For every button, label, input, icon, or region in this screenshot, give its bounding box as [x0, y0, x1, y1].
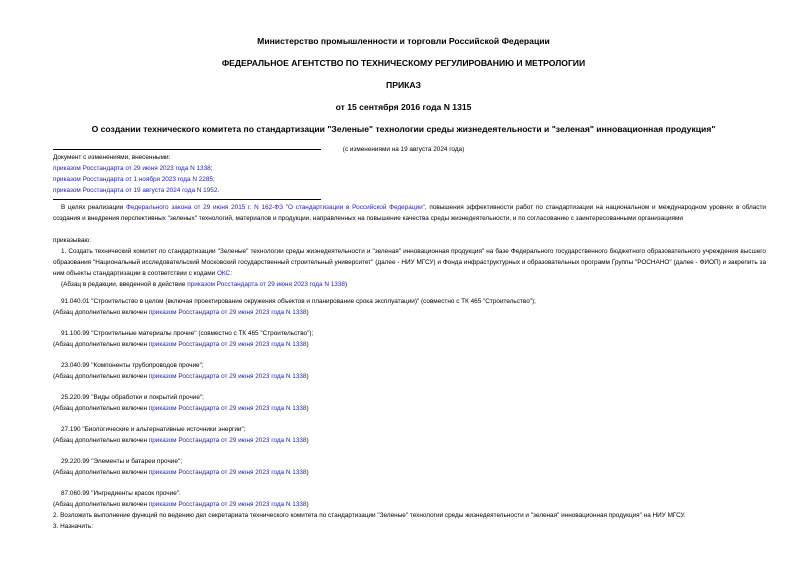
item-1-paragraph: 1. Создать технический комитет по стандартизации "Зеленые" технологии среды жизнедеятельности и "зеленая" инновационная продукция" на базе Федерального государственного бюджетного образовательного учреждения высшего образования "Национальный исследовательский Московский государственный строительный университет" (далее - НИУ МГСУ) и Фонда инфраструктурных и образовательных программ Группы "РОСНАНО" (далее - ФИОП) и закрепить за ним объекты стандартизации в соответствии с кодами ОКС: — [53, 248, 766, 277]
federal-law-link[interactable]: Федерального закона от 29 июня 2015 г. N 162-ФЗ "О стандартизации в Российской Федерации" — [126, 204, 425, 211]
added-note-link[interactable]: приказом Росстандарта от 29 июня 2023 года N 1338 — [148, 373, 307, 380]
added-note: (Абзац дополнительно включен приказом Росстандарта от 29 июня 2023 года N 1338) — [53, 309, 309, 316]
edit-note-link[interactable]: приказом Росстандарта от 29 июня 2023 года N 1338 — [187, 281, 345, 288]
added-note-link[interactable]: приказом Росстандарта от 29 июня 2023 года N 1338 — [148, 405, 307, 412]
added-note-link[interactable]: приказом Росстандарта от 29 июня 2023 года N 1338 — [148, 341, 307, 348]
added-note-link[interactable]: приказом Росстандарта от 29 июня 2023 года N 1338 — [148, 501, 307, 508]
code-item: 91.040.01 "Строительство в целом (включая проектирование окружения объектов и планирование срока эксплуатации)" (совместно с ТК 465 "Строительство"); — [61, 298, 536, 305]
ministry-heading: Министерство промышленности и торговли Российской Федерации — [257, 36, 550, 46]
code-item: 27.190 "Биологические и альтернативные источники энергии"; — [61, 426, 246, 433]
added-note: (Абзац дополнительно включен приказом Росстандарта от 29 июня 2023 года N 1338) — [53, 501, 309, 508]
amendment-link[interactable]: приказом Росстандарта от 1 ноября 2023 года N 2285 — [53, 176, 213, 183]
code-item: 29.220.99 "Элементы и батареи прочие"; — [61, 458, 182, 465]
amendment-item: приказом Росстандарта от 1 ноября 2023 года N 2285; — [53, 176, 215, 183]
preamble-paragraph: В целях реализации Федерального закона от 29 июня 2015 г. N 162-ФЗ "О стандартизации в Российской Федерации", повышения эффективности работ по стандартизации на национальном и международном уровнях в области создания и внедрения перспективных "зеленых" технологий, материалов и продукции, направленных на повышение качества среды жизнедеятельности, и по согласованию с заинтересованными организациями — [53, 204, 766, 222]
amendments-top-rule — [53, 149, 321, 150]
okc-link[interactable]: ОКС — [216, 270, 231, 277]
document-title: О создании технического комитета по стандартизации "Зеленые" технологии среды жизнедеятельности и "зеленая" инновационная продукция" — [91, 124, 716, 134]
date-number-heading: от 15 сентября 2016 года N 1315 — [335, 102, 472, 112]
added-note-link[interactable]: приказом Росстандарта от 29 июня 2023 года N 1338 — [148, 437, 307, 444]
code-item: 23.040.99 "Компоненты трубопроводов прочие"; — [61, 362, 204, 369]
added-note: (Абзац дополнительно включен приказом Росстандарта от 29 июня 2023 года N 1338) — [53, 437, 309, 444]
added-note-link[interactable]: приказом Росстандарта от 29 июня 2023 года N 1338 — [148, 309, 307, 316]
added-note-link[interactable]: приказом Росстандарта от 29 июня 2023 года N 1338 — [148, 469, 307, 476]
item-3-paragraph: 3. Назначить: — [53, 523, 94, 530]
amendments-bottom-rule — [53, 199, 321, 200]
code-item: 87.060.99 "Ингредиенты красок прочие". — [61, 490, 181, 497]
item-2-paragraph: 2. Возложить выполнение функций по ведению дел секретариата технического комитета по стандартизации "Зеленые" технологии среды жизнедеятельности и "зеленая" инновационная продукция" на НИУ МГСУ. — [53, 512, 686, 519]
code-item: 91.100.99 "Строительные материалы прочие" (совместно с ТК 465 "Строительство"); — [61, 330, 314, 337]
added-note: (Абзац дополнительно включен приказом Росстандарта от 29 июня 2023 года N 1338) — [53, 405, 309, 412]
code-item: 25.220.99 "Виды обработки и покрытий прочие"; — [61, 394, 204, 401]
changes-note: (с изменениями на 19 августа 2024 года) — [342, 146, 465, 153]
added-note: (Абзац дополнительно включен приказом Росстандарта от 29 июня 2023 года N 1338) — [53, 373, 309, 380]
amendment-link[interactable]: приказом Росстандарта от 19 августа 2024 года N 1952 — [53, 187, 218, 194]
amendment-item: приказом Росстандарта от 19 августа 2024 года N 1952. — [53, 187, 220, 194]
amendment-link[interactable]: приказом Росстандарта от 29 июня 2023 года N 1338 — [53, 165, 211, 172]
agency-heading: ФЕДЕРАЛЬНОЕ АГЕНТСТВО ПО ТЕХНИЧЕСКОМУ РЕГУЛИРОВАНИЮ И МЕТРОЛОГИИ — [221, 58, 586, 68]
added-note: (Абзац дополнительно включен приказом Росстандарта от 29 июня 2023 года N 1338) — [53, 469, 309, 476]
amendment-item: приказом Росстандарта от 29 июня 2023 года N 1338; — [53, 165, 213, 172]
order-word: приказываю: — [53, 237, 91, 244]
edit-note: (Абзац в редакции, введенной в действие приказом Росстандарта от 29 июня 2023 года N 1338) — [61, 281, 348, 288]
amendments-intro: Документ с изменениями, внесенными: — [53, 154, 171, 161]
added-note: (Абзац дополнительно включен приказом Росстандарта от 29 июня 2023 года N 1338) — [53, 341, 309, 348]
doc-type-heading: ПРИКАЗ — [386, 80, 421, 90]
